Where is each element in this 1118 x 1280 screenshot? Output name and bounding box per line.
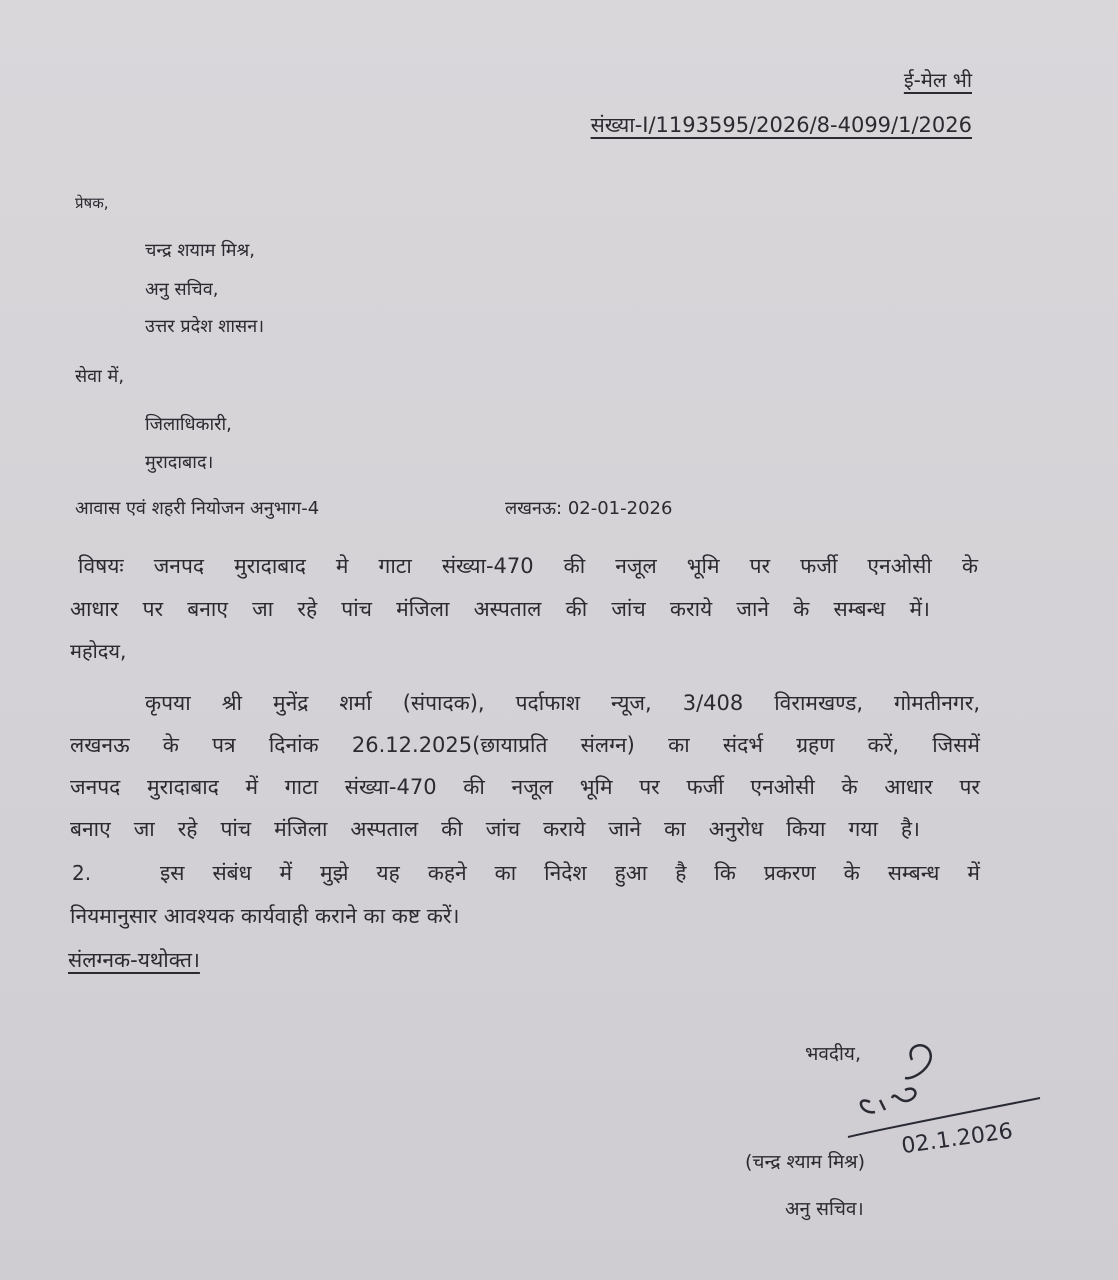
closing: भवदीय, — [805, 1043, 861, 1065]
email-note: ई-मेल भी — [903, 68, 972, 92]
body-line: बनाए जा रहे पांच मंजिला अस्पताल की जांच कराये जाने का अनुरोध किया गया है। — [70, 817, 920, 841]
body-line: जनपद मुरादाबाद में गाटा संख्या-470 की नजूल भूमि पर फर्जी एनओसी के आधार पर — [70, 775, 980, 799]
sender-name: चन्द्र शयाम मिश्र, — [145, 240, 255, 261]
handwritten-date: 02.1.2026 — [900, 1118, 1015, 1160]
sender-office: उत्तर प्रदेश शासन। — [145, 316, 265, 337]
body-line: लखनऊ के पत्र दिनांक 26.12.2025(छायाप्रति संलग्न) का संदर्भ ग्रहण करें, जिसमें — [70, 733, 980, 757]
salutation: महोदय, — [70, 639, 127, 663]
body-line: नियमानुसार आवश्यक कार्यवाही कराने का कष्ट करें। — [70, 904, 460, 928]
signatory-designation: अनु सचिव। — [785, 1198, 864, 1220]
place-date: लखनऊ: 02-01-2026 — [505, 498, 673, 519]
enclosure-note: संलग्नक-यथोक्त। — [68, 948, 200, 972]
para2-number: 2. — [72, 861, 92, 885]
recipient-label: सेवा में, — [75, 366, 125, 387]
recipient-designation: जिलाधिकारी, — [145, 414, 232, 435]
sender-designation: अनु सचिव, — [145, 279, 219, 300]
sender-label: प्रेषक, — [75, 194, 109, 212]
department: आवास एवं शहरी नियोजन अनुभाग-4 — [75, 498, 320, 519]
subject-line: आधार पर बनाए जा रहे पांच मंजिला अस्पताल की जांच कराये जाने के सम्बन्ध में। — [70, 597, 930, 621]
reference-number: संख्या-I/1193595/2026/8-4099/1/2026 — [590, 113, 972, 137]
signatory-name: (चन्द्र श्याम मिश्र) — [745, 1151, 866, 1173]
body-line: इस संबंध में मुझे यह कहने का निदेश हुआ है कि प्रकरण के सम्बन्ध में — [160, 861, 980, 885]
body-line: कृपया श्री मुनेंद्र शर्मा (संपादक), पर्दाफाश न्यूज, 3/408 विरामखण्ड, गोमतीनगर, — [145, 691, 980, 715]
subject-line: विषयः जनपद मुरादाबाद मे गाटा संख्या-470 की नजूल भूमि पर फर्जी एनओसी के — [78, 554, 978, 578]
recipient-place: मुरादाबाद। — [145, 452, 214, 473]
